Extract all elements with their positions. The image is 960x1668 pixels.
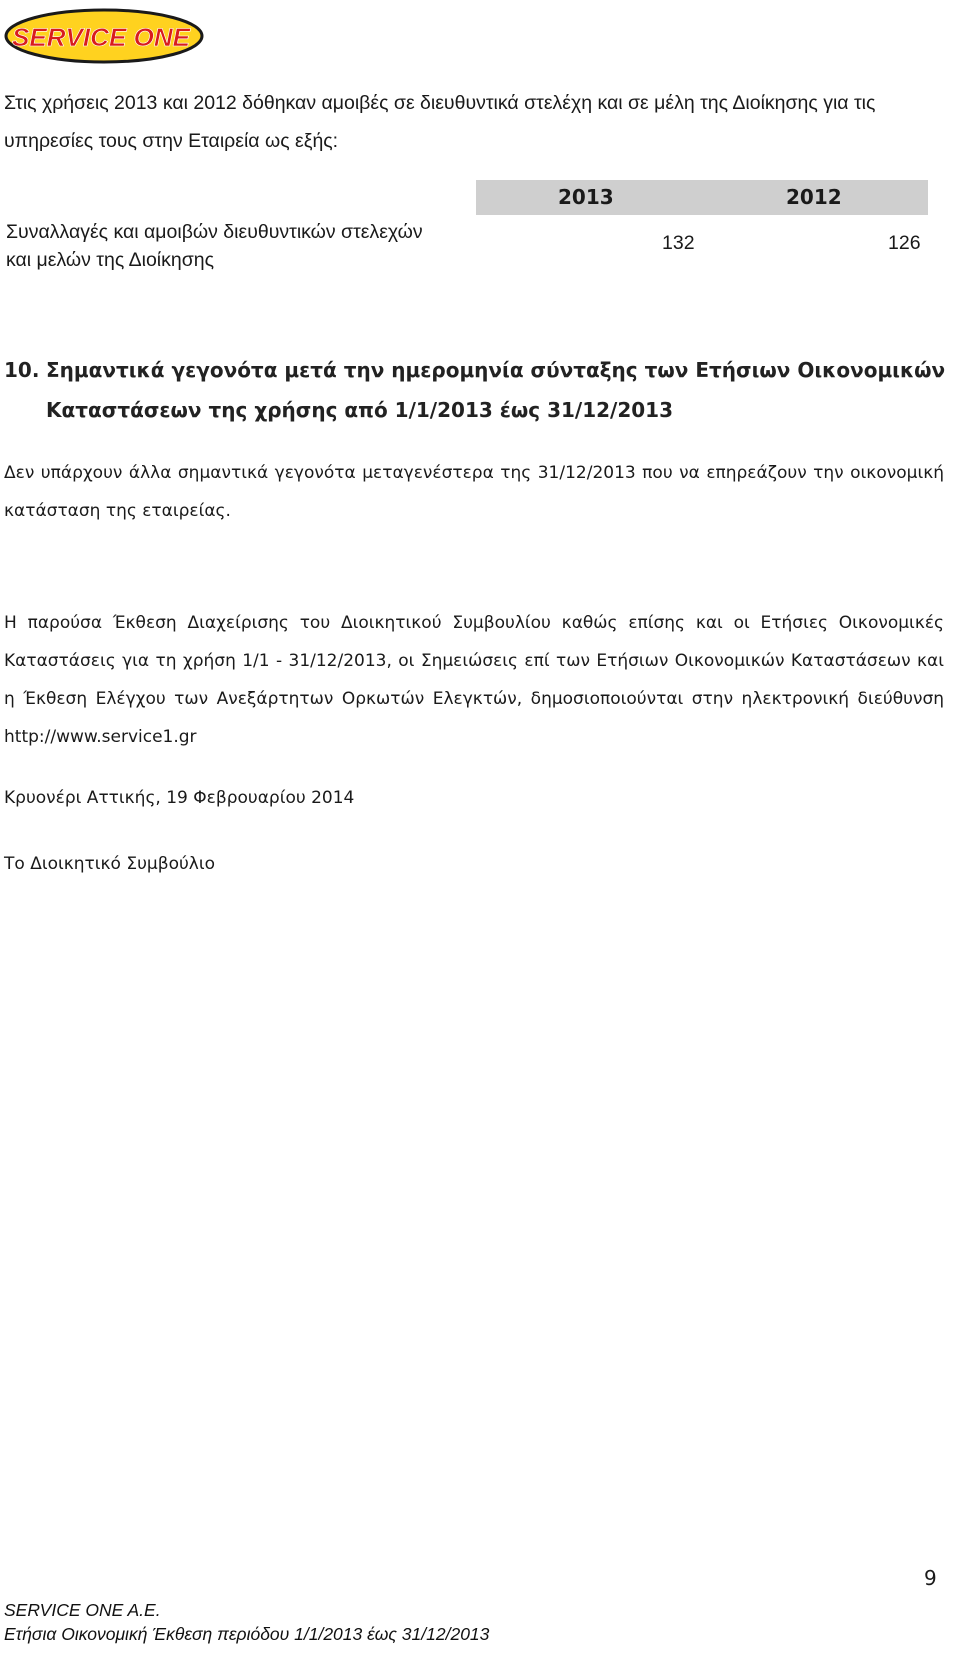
logo-text: SERVICE ONE <box>12 24 192 52</box>
section-title-line1: Σημαντικά γεγονότα μετά την ημερομηνία σύνταξης των Ετήσιων Οικονομικών <box>46 358 946 382</box>
row-label-line1: Συναλλαγές και αμοιβών διευθυντικών στελεχών <box>6 221 423 243</box>
section-heading <box>4 350 952 430</box>
table-row-label <box>6 218 466 274</box>
events-paragraph: Δεν υπάρχουν άλλα σημαντικά γεγονότα μεταγενέστερα της 31/12/2013 που να επηρεάζουν την οικονομική κατάσταση της εταιρείας. <box>4 463 944 521</box>
footer-report: Ετήσια Οικονομική Έκθεση περιόδου 1/1/2013 έως 31/12/2013 <box>4 1624 490 1644</box>
publication-paragraph: Η παρούσα Έκθεση Διαχείρισης του Διοικητικού Συμβουλίου καθώς επίσης και οι Ετήσιες Οικονομικές Καταστάσεις για τη χρήση 1/1 - 31/12/2013, οι Σημειώσεις επί των Ετήσιων Οικονομικών Καταστάσεων και η Έκθεση Ελέγχου των Ανεξάρτητων Ορκωτών Ελεγκτών, δημοσιοποιούνται στην ηλεκτρονική διεύθυνση http://www.service1.gr <box>4 613 944 747</box>
footer-company: SERVICE ONE A.E. <box>4 1600 161 1620</box>
table-header <box>476 180 928 215</box>
value-2012: 126 <box>888 232 921 254</box>
place-date: Κρυονέρι Αττικής, 19 Φεβρουαρίου 2014 <box>4 788 355 808</box>
company-logo <box>2 4 212 68</box>
value-2013: 132 <box>662 232 695 254</box>
row-label-line2: και μελών της Διοίκησης <box>6 249 215 271</box>
page-number: 9 <box>924 1566 937 1590</box>
header-2012: 2012 <box>786 185 842 209</box>
signature-board: Το Διοικητικό Συμβούλιο <box>4 854 216 874</box>
section-number: 10. <box>4 358 40 382</box>
section-title-line2: Καταστάσεων της χρήσης από 1/1/2013 έως 31/12/2013 <box>46 398 674 422</box>
header-2013: 2013 <box>558 185 614 209</box>
intro-paragraph: Στις χρήσεις 2013 και 2012 δόθηκαν αμοιβές σε διευθυντικά στελέχη και σε μέλη της Διοίκησης για τις υπηρεσίες τους στην Εταιρεία ως εξής: <box>4 92 876 152</box>
footer <box>4 1598 489 1646</box>
